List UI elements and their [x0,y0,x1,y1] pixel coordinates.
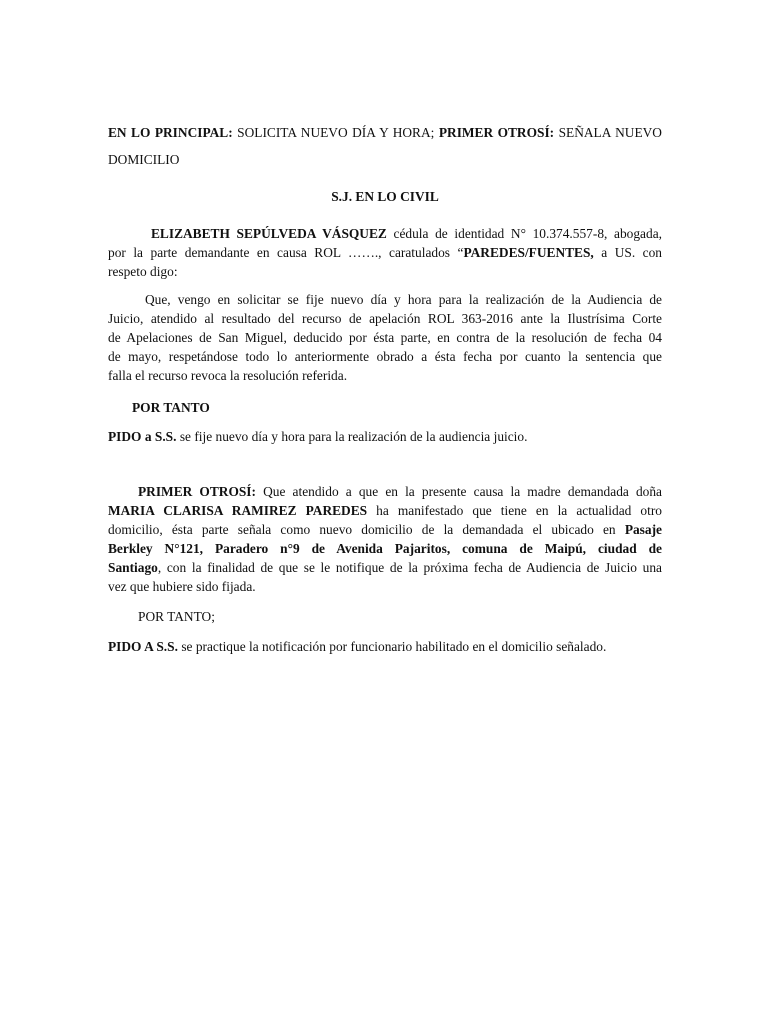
sumilla-line-1 [108,123,662,142]
otrosi-line-1: PRIMER OTROSÍ: Que atendido a que en la presente causa la madre demandada doña [138,484,662,499]
address-part-1: Pasaje [624,522,662,537]
main-line-2: Juicio, atendido al resultado del recurso de apelación ROL 363-2016 ante la Ilustrísima Corte [108,311,662,326]
otrosi-text: SEÑALA NUEVO [558,125,662,140]
pido-1-text: se fije nuevo día y hora para la realización de la audiencia juicio. [176,429,528,444]
sumilla-line-2 [108,150,662,169]
address-part-2: Berkley N°121, Paradero n°9 de Avenida Pajaritos, comuna de Maipú, ciudad de [108,541,662,556]
main-line-5: falla el recurso revoca la resolución referida. [108,368,348,383]
otrosi-line-5: Santiago, con la finalidad de que se le notifique de la próxima fecha de Audiencia de Juicio una [108,560,662,575]
otrosi-line-3: domicilio, ésta parte señala como nuevo domicilio de la demandada el ubicado en Pasaje [108,522,662,537]
intro-line-3: respeto digo: [108,264,178,279]
sumilla [108,123,662,169]
case-name: PAREDES/FUENTES, [463,245,594,260]
principal-label: EN LO PRINCIPAL: [108,125,233,140]
pido-2-label: PIDO A S.S. [108,639,178,654]
main-line-1: Que, vengo en solicitar se fije nuevo día y hora para la realización de la Audiencia de [145,292,662,307]
principal-text: SOLICITA NUEVO DÍA Y HORA; [237,125,435,140]
otrosi-line-2: MARIA CLARISA RAMIREZ PAREDES ha manifestado que tiene en la actualidad otro [108,503,662,518]
main-paragraph [108,290,662,385]
main-line-4: de mayo, respetándose todo lo anteriormente obrado a ésta fecha por cuanto la sentencia que [108,349,662,364]
por-tanto-2: POR TANTO; [138,609,215,624]
por-tanto-1: POR TANTO [132,400,210,415]
address-part-3: Santiago [108,560,158,575]
otrosi-paragraph [108,482,662,596]
otrosi-line-6: vez que hubiere sido fijada. [108,579,256,594]
pido-2-text: se practique la notificación por funcionario habilitado en el domicilio señalado. [177,639,607,654]
intro-line-1: ELIZABETH SEPÚLVEDA VÁSQUEZ cédula de identidad N° 10.374.557-8, abogada, [151,226,662,241]
intro-paragraph [108,224,662,281]
pido-2 [108,637,662,656]
pido-1-label: PIDO a S.S. [108,429,177,444]
otrosi-paragraph-label: PRIMER OTROSÍ: [138,484,256,499]
lawyer-name: ELIZABETH SEPÚLVEDA VÁSQUEZ [151,226,387,241]
main-line-3: de Apelaciones de San Miguel, deducido por ésta parte, en contra de la resolución de fecha 04 [108,330,662,345]
otrosi-text-cont: DOMICILIO [108,152,180,167]
mother-name: MARIA CLARISA RAMIREZ PAREDES [108,503,368,518]
court-heading: S.J. EN LO CIVIL [331,189,439,204]
otrosi-label: PRIMER OTROSÍ: [438,125,555,140]
pido-1 [108,427,662,446]
intro-line-2: por la parte demandante en causa ROL ……., caratulados “PAREDES/FUENTES, a US. con [108,245,662,260]
otrosi-line-4 [108,539,662,558]
